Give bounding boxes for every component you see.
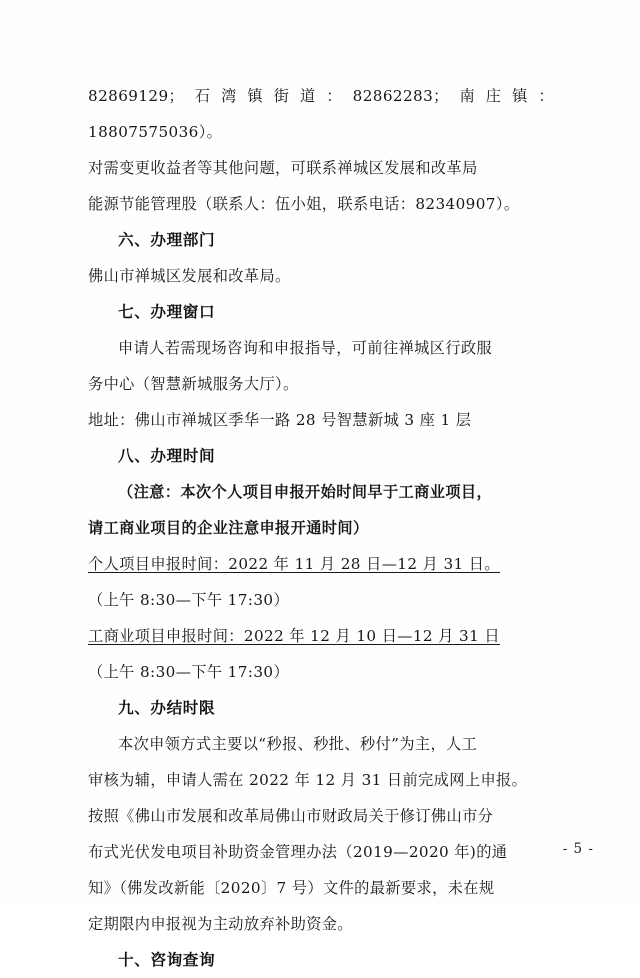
section-heading: 六、办理部门 [118, 230, 216, 249]
paragraph-line: 务中心（智慧新城服务大厅）。 [88, 375, 299, 393]
section-heading: 九、办结时限 [118, 698, 216, 717]
paragraph-emphasis: （注意：本次个人项目申报开始时间早于工商业项目， [118, 483, 493, 501]
paragraph-line: 对需变更收益者等其他问题，可联系禅城区发展和改革局 [88, 159, 478, 177]
page-number: - 5 - [562, 841, 594, 857]
document-body [88, 78, 554, 978]
paragraph-line: 佛山市禅城区发展和改革局。 [88, 267, 291, 285]
paragraph-line: 申请人若需现场咨询和申报指导，可前往禅城区行政服 [118, 339, 493, 357]
paragraph-line: （上午 8:30—下午 17:30） [88, 663, 290, 681]
section-heading: 七、办理窗口 [118, 302, 216, 321]
paragraph-line: 布式光伏发电项目补助资金管理办法（2019—2020 年)的通 [88, 843, 508, 861]
paragraph-underlined: 个人项目申报时间：2022 年 11 月 28 日—12 月 31 日。 [88, 555, 500, 573]
paragraph-line: （上午 8:30—下午 17:30） [88, 591, 290, 609]
paragraph-emphasis: 请工商业项目的企业注意申报开通时间） [88, 519, 369, 537]
paragraph-line: 审核为辅，申请人需在 2022 年 12 月 31 日前完成网上申报。 [88, 771, 528, 789]
paragraph-line: 本次申领方式主要以“秒报、秒批、秒付”为主，人工 [118, 735, 478, 753]
paragraph-underlined: 工商业项目申报时间：2022 年 12 月 10 日—12 月 31 日 [88, 627, 500, 645]
paragraph-line: 能源节能管理股（联系人：伍小姐，联系电话：82340907）。 [88, 195, 520, 213]
paragraph-line: 定期限内申报视为主动放弃补助资金。 [88, 915, 353, 933]
paragraph-line: 按照《佛山市发展和改革局佛山市财政局关于修订佛山市分 [88, 807, 494, 825]
section-heading: 十、咨询查询 [118, 950, 216, 969]
paragraph-line: 82869129；石湾镇街道：82862283；南庄镇：18807575036）。 [88, 87, 554, 141]
section-heading: 八、办理时间 [118, 446, 216, 465]
paragraph-line: 地址：佛山市禅城区季华一路 28 号智慧新城 3 座 1 层 [88, 411, 472, 429]
paragraph-line: 知》（佛发改新能〔2020〕7 号）文件的最新要求，未在规 [88, 879, 495, 897]
